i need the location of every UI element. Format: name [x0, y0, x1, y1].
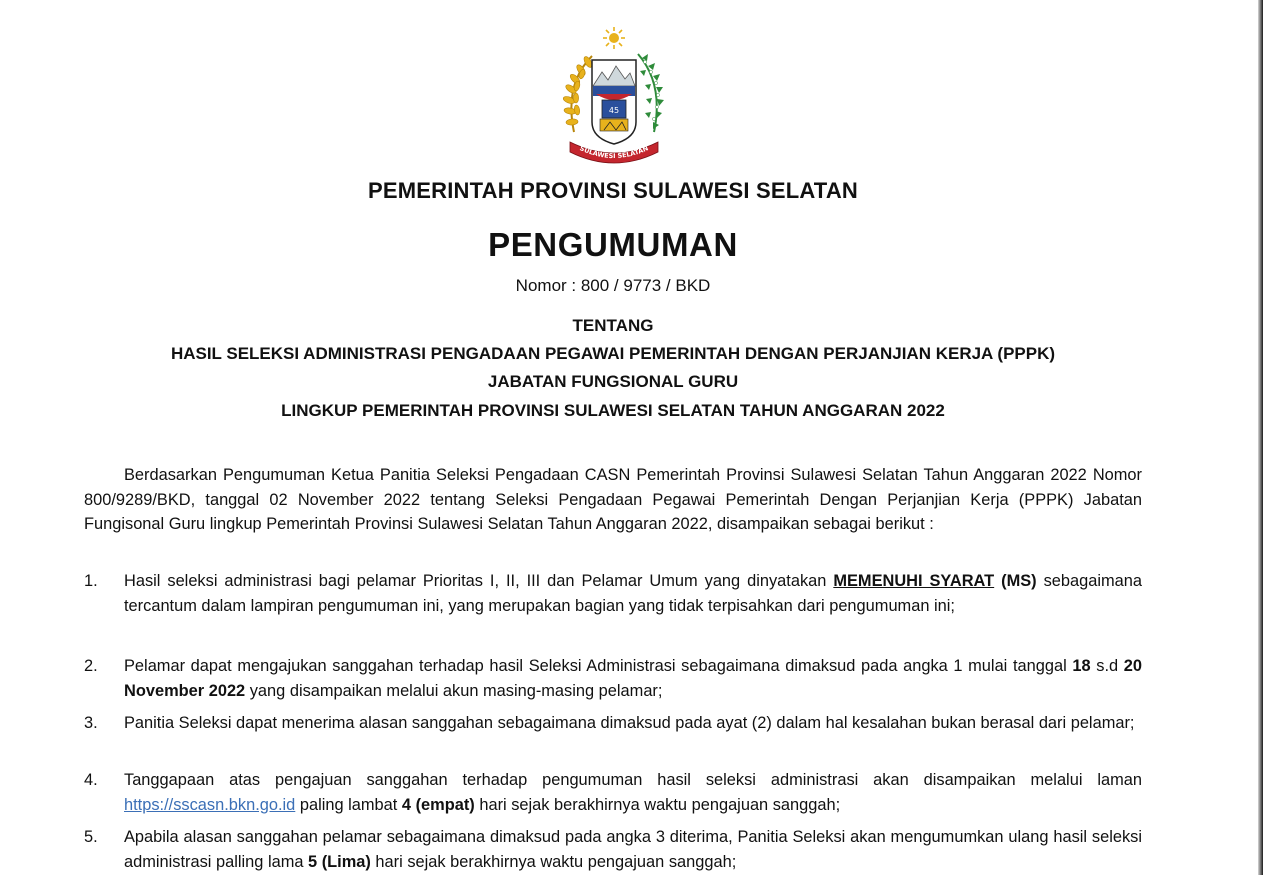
scan-edge [1258, 0, 1263, 875]
intro-paragraph: Berdasarkan Pengumuman Ketua Panitia Seleksi Pengadaan CASN Pemerintah Provinsi Sulawesi Selatan Tahun Anggaran 2022 Nomor 800/9289/BKD, tanggal 02 November 2022 tentang Seleksi Pengadaan Pegawai Pemerintah Dengan Perjanjian Kerja (PPPK) Jabatan Fungisonal Guru lingkup Pemerintah Provinsi Sulawesi Selatan Tahun Anggaran 2022, disampaikan sebagai berikut : [84, 466, 1142, 533]
rice-stalk-icon [562, 55, 593, 132]
item-text: Pelamar dapat mengajukan sanggahan terhadap hasil Seleksi Administrasi sebagaimana dimaksud pada angka 1 mulai tanggal 18 s.d 20 November 2022 yang disampaikan melalui akun masing-masing pelamar; [124, 657, 1142, 700]
sulawesi-selatan-emblem-icon [552, 24, 676, 169]
item-text: Panitia Seleksi dapat menerima alasan sanggahan sebagaimana dimaksud pada ayat (2) dalam hal kesalahan bukan berasal dari pelamar; [124, 714, 1135, 732]
item-number: 3. [84, 714, 98, 732]
sun-icon [603, 27, 625, 49]
list-item [84, 569, 1142, 618]
shield-icon [592, 60, 636, 144]
subject-line-1: HASIL SELEKSI ADMINISTRASI PENGADAAN PEGAWAI PEMERINTAH DENGAN PERJANJIAN KERJA (PPPK) [170, 344, 1056, 363]
item-text: Hasil seleksi administrasi bagi pelamar Prioritas I, II, III dan Pelamar Umum yang dinyatakan MEMENUHI SYARAT (MS) sebagaimana tercantum dalam lampiran pengumuman ini, yang merupakan bagian yang tidak terpisahkan dari pengumuman ini; [124, 572, 1142, 615]
document-title: PENGUMUMAN [488, 226, 738, 263]
item-number: 4. [84, 771, 98, 789]
list-item [84, 654, 1142, 703]
document-number: Nomor : 800 / 9773 / BKD [515, 276, 711, 295]
ribbon-banner [570, 142, 658, 163]
item-number: 2. [84, 657, 98, 675]
svg-text:45: 45 [608, 106, 620, 115]
sscasn-link[interactable]: https://sscasn.bkn.go.id [124, 795, 296, 814]
item-number: 5. [84, 828, 98, 846]
list-item [84, 768, 1142, 817]
list-item [84, 711, 1142, 736]
ribbon-text: SULAWESI SELATAN [578, 144, 650, 161]
item-number: 1. [84, 572, 98, 590]
subject-line-3: LINGKUP PEMERINTAH PROVINSI SULAWESI SELATAN TAHUN ANGGARAN 2022 [281, 401, 945, 420]
list-item [84, 825, 1142, 874]
cotton-stalk-icon [638, 54, 664, 132]
about-label: TENTANG [572, 316, 654, 335]
item-text: Apabila alasan sanggahan pelamar sebagaimana dimaksud pada angka 3 diterima, Panitia Seleksi akan mengumumkan ulang hasil seleksi administrasi palling lama 5 (Lima) hari sejak berakhirnya waktu pengajuan sanggah; [124, 828, 1142, 871]
government-heading: PEMERINTAH PROVINSI SULAWESI SELATAN [367, 178, 858, 203]
subject-line-2: JABATAN FUNGSIONAL GURU [487, 372, 739, 391]
item-text: Tanggapaan atas pengajuan sanggahan terhadap pengumuman hasil seleksi administrasi akan disampaikan melalui laman https://sscasn.bkn.go.id paling lambat 4 (empat) hari sejak berakhirnya waktu pengajuan sanggah; [124, 771, 1142, 814]
